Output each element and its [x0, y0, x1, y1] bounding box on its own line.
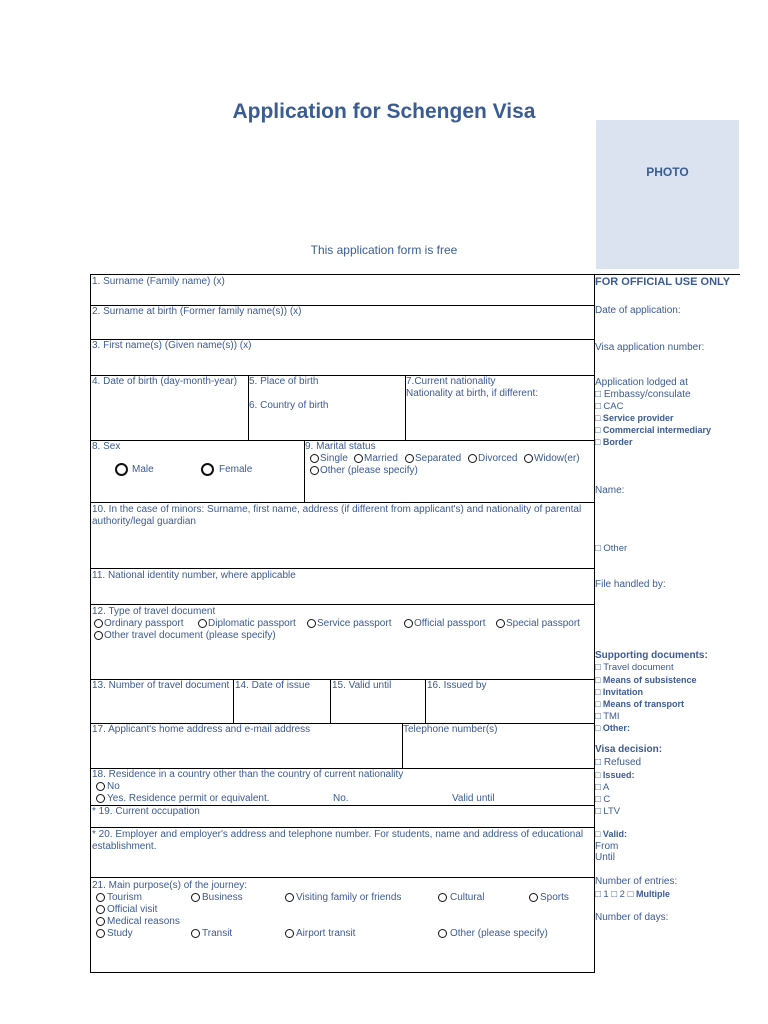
- official-valid-from: From: [595, 841, 619, 852]
- purpose-other-radio[interactable]: [438, 929, 447, 938]
- doc-diplomatic-radio[interactable]: [198, 619, 207, 628]
- doc-service-label: Service passport: [317, 618, 392, 629]
- grid-line: [90, 604, 595, 605]
- entries-options-text: □ 1 □ 2 □: [595, 889, 636, 900]
- grid-line: [90, 568, 595, 569]
- purpose-cultural-label: Cultural: [450, 892, 485, 903]
- marital-separated-label: Separated: [415, 453, 462, 464]
- supporting-other: □ Other:: [595, 723, 630, 733]
- field-17-telephone-label: Telephone number(s): [403, 724, 498, 735]
- decision-a: □ A: [595, 782, 610, 793]
- marital-separated-radio[interactable]: [405, 454, 414, 463]
- field-5-label: 5. Place of birth: [249, 376, 319, 387]
- field-11-label: 11. National identity number, where applicable: [92, 570, 296, 581]
- purpose-business-radio[interactable]: [191, 893, 200, 902]
- field-21-label: 21. Main purpose(s) of the journey:: [92, 880, 248, 891]
- grid-line: [90, 877, 595, 878]
- doc-diplomatic-label: Diplomatic passport: [208, 618, 296, 629]
- field-18-label: 18. Residence in a country other than the country of current nationality: [92, 769, 404, 780]
- official-date-of-application: Date of application:: [595, 305, 681, 316]
- purpose-visiting-radio[interactable]: [285, 893, 294, 902]
- visa-decision-heading: Visa decision:: [595, 744, 663, 755]
- marital-single-label: Single: [320, 453, 348, 464]
- purpose-visiting-label: Visiting family or friends: [296, 892, 402, 903]
- purpose-other-label: Other (please specify): [450, 928, 548, 939]
- marital-single-radio[interactable]: [310, 454, 319, 463]
- supporting-invitation: □ Invitation: [595, 687, 643, 697]
- official-lodged-cac: □ CAC: [595, 401, 624, 412]
- supporting-means-of-transport: □ Means of transport: [595, 699, 684, 709]
- official-number-of-entries: Number of entries:: [595, 876, 678, 887]
- field-10-label: 10. In the case of minors: Surname, first name, address (if different from applicant's) and nationality of parental authority/legal guardian: [92, 504, 582, 527]
- purpose-tourism-radio[interactable]: [96, 893, 105, 902]
- official-lodged-border: □ Border: [595, 437, 633, 447]
- field-8-label: 8. Sex: [92, 441, 121, 452]
- field-14-label: 14. Date of issue: [235, 680, 311, 691]
- purpose-transit-label: Transit: [202, 928, 233, 939]
- sex-male-radio[interactable]: [115, 463, 128, 476]
- doc-special-radio[interactable]: [496, 619, 505, 628]
- doc-official-radio[interactable]: [404, 619, 413, 628]
- residence-valid-until-label: Valid until: [452, 793, 495, 804]
- field-20-label: * 20. Employer and employer's address and telephone number. For students, name and address of educational establishment.: [92, 829, 584, 852]
- purpose-tourism-label: Tourism: [107, 892, 143, 903]
- decision-c: □ C: [595, 794, 611, 805]
- marital-other-radio[interactable]: [310, 466, 319, 475]
- residence-number-label: No.: [333, 793, 349, 804]
- purpose-sports-radio[interactable]: [529, 893, 538, 902]
- official-entries-options: [595, 889, 670, 901]
- entries-multiple-label: Multiple: [635, 889, 670, 899]
- purpose-airport-label: Airport transit: [296, 928, 356, 939]
- marital-divorced-radio[interactable]: [468, 454, 477, 463]
- official-lodged-commercial: □ Commercial intermediary: [595, 425, 711, 435]
- sex-female-radio[interactable]: [201, 463, 214, 476]
- grid-line: [90, 274, 595, 275]
- decision-issued: □ Issued:: [595, 770, 635, 780]
- grid-line: [90, 827, 595, 828]
- purpose-airport-radio[interactable]: [285, 929, 294, 938]
- field-19-label: * 19. Current occupation: [92, 806, 200, 817]
- purpose-study-radio[interactable]: [96, 929, 105, 938]
- marital-married-label: Married: [364, 453, 398, 464]
- field-4-label: 4. Date of birth (day-month-year): [92, 376, 238, 387]
- purpose-study-label: Study: [107, 928, 133, 939]
- field-12-label: 12. Type of travel document: [92, 606, 216, 617]
- residence-yes-radio[interactable]: [96, 794, 105, 803]
- field-16-label: 16. Issued by: [427, 680, 487, 691]
- purpose-business-label: Business: [202, 892, 243, 903]
- official-number-of-days: Number of days:: [595, 912, 669, 923]
- residence-no-radio[interactable]: [96, 782, 105, 791]
- official-other: □ Other: [595, 543, 628, 554]
- doc-other-label: Other travel document (please specify): [104, 630, 276, 641]
- purpose-medical-radio[interactable]: [96, 917, 105, 926]
- sex-female-label: Female: [219, 464, 253, 475]
- grid-line: [425, 679, 426, 723]
- free-note: This application form is free: [310, 243, 458, 257]
- purpose-cultural-radio[interactable]: [438, 893, 447, 902]
- decision-refused: □ Refused: [595, 757, 642, 768]
- marital-other-label: Other (please specify): [320, 465, 418, 476]
- doc-official-label: Official passport: [414, 618, 486, 629]
- decision-ltv: □ LTV: [595, 806, 621, 817]
- grid-line: [233, 679, 234, 723]
- official-lodged-service: □ Service provider: [595, 413, 674, 423]
- purpose-official-radio[interactable]: [96, 905, 105, 914]
- purpose-transit-radio[interactable]: [191, 929, 200, 938]
- official-valid-until: Until: [595, 852, 616, 863]
- residence-yes-label: Yes. Residence permit or equivalent.: [107, 793, 270, 804]
- page-title: Application for Schengen Visa: [232, 100, 536, 123]
- marital-divorced-label: Divorced: [478, 453, 518, 464]
- field-7-nationality-at-birth: Nationality at birth, if different:: [406, 388, 539, 399]
- supporting-means-of-subsistence: □ Means of subsistence: [595, 675, 697, 685]
- grid-line: [90, 274, 91, 972]
- grid-line: [90, 502, 595, 503]
- field-7-label: 7.Current nationality: [406, 376, 496, 387]
- official-lodged-at: Application lodged at: [595, 377, 688, 388]
- doc-other-radio[interactable]: [94, 631, 103, 640]
- supporting-travel-document: □ Travel document: [595, 662, 674, 673]
- doc-special-label: Special passport: [506, 618, 580, 629]
- field-13-label: 13. Number of travel document: [92, 680, 230, 691]
- field-1-label: 1. Surname (Family name) (x): [92, 276, 225, 287]
- photo-label: PHOTO: [646, 165, 689, 179]
- grid-line: [595, 274, 740, 275]
- field-3-label: 3. First name(s) (Given name(s)) (x): [92, 340, 252, 351]
- doc-ordinary-label: Ordinary passport: [104, 618, 184, 629]
- purpose-official-label: Official visit: [107, 904, 158, 915]
- field-6-label: 6. Country of birth: [249, 400, 329, 411]
- grid-line: [90, 972, 595, 973]
- residence-no-label: No: [107, 781, 120, 792]
- grid-line: [330, 679, 331, 723]
- official-name: Name:: [595, 485, 625, 496]
- official-file-handled: File handled by:: [595, 579, 666, 590]
- marital-widow-label: Widow(er): [534, 453, 580, 464]
- supporting-documents-heading: Supporting documents:: [595, 650, 708, 661]
- purpose-medical-label: Medical reasons: [107, 916, 180, 927]
- sex-male-label: Male: [132, 464, 154, 475]
- field-15-label: 15. Valid until: [332, 680, 392, 691]
- doc-ordinary-radio[interactable]: [94, 619, 103, 628]
- official-valid: □ Valid:: [595, 829, 627, 839]
- official-visa-application-number: Visa application number:: [595, 342, 705, 353]
- field-17-label: 17. Applicant's home address and e-mail address: [92, 724, 311, 735]
- purpose-sports-label: Sports: [540, 892, 569, 903]
- official-lodged-embassy: □ Embassy/consulate: [595, 389, 691, 400]
- marital-married-radio[interactable]: [354, 454, 363, 463]
- official-use-heading: FOR OFFICIAL USE ONLY: [595, 276, 731, 288]
- field-2-label: 2. Surname at birth (Former family name(s)) (x): [92, 306, 302, 317]
- doc-service-radio[interactable]: [307, 619, 316, 628]
- marital-widow-radio[interactable]: [524, 454, 533, 463]
- supporting-tmi: □ TMI: [595, 711, 620, 722]
- field-9-label: 9. Marital status: [305, 441, 376, 452]
